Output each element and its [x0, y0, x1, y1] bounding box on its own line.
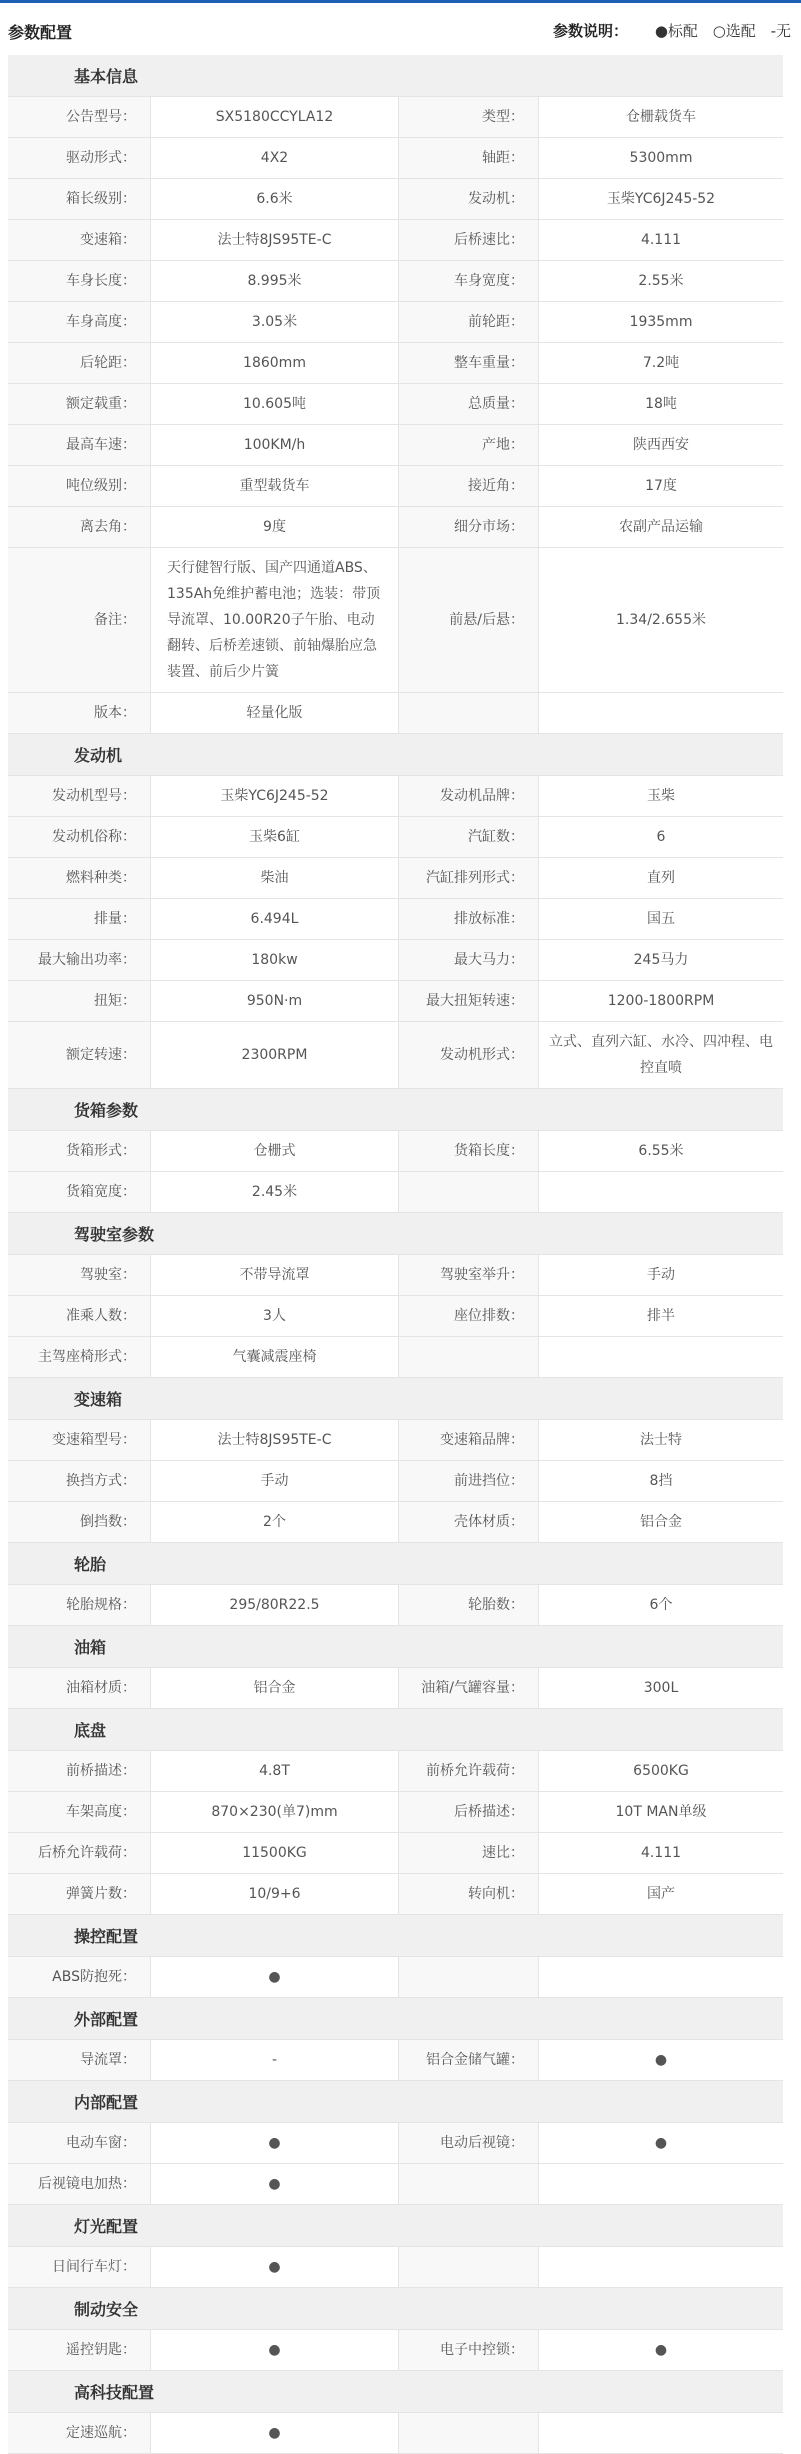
table-row: [8, 1172, 783, 1213]
spec-label: 轮胎数：: [399, 1585, 539, 1625]
spec-value: 仓栅式: [151, 1131, 399, 1171]
table-row: [8, 2123, 783, 2164]
section-title: 油箱: [74, 1638, 107, 1657]
spec-value: [539, 2247, 783, 2287]
section-header: [8, 55, 783, 97]
table-row: [8, 1833, 783, 1874]
spec-label: 驱动形式：: [8, 138, 151, 178]
spec-label: 电子中控锁：: [399, 2330, 539, 2370]
table-row: [8, 2413, 783, 2454]
spec-value: 5300mm: [629, 150, 693, 166]
section-header: [8, 1626, 783, 1668]
spec-label: 排量：: [8, 899, 151, 939]
spec-value: ●: [151, 1957, 399, 1997]
section-title: 变速箱: [74, 1390, 123, 1409]
spec-label: 转向机：: [399, 1874, 539, 1914]
spec-value: ●: [654, 2052, 668, 2068]
spec-label: [399, 2413, 539, 2453]
spec-label: 最大扭矩转速：: [399, 981, 539, 1021]
spec-label: [399, 2164, 539, 2204]
section-title: 轮胎: [74, 1555, 107, 1574]
section-title: 操控配置: [74, 1927, 139, 1946]
table-row: [8, 1668, 783, 1709]
spec-label: 最大马力：: [399, 940, 539, 980]
spec-value: 气囊减震座椅: [151, 1337, 399, 1377]
spec-label: 扭矩：: [8, 981, 151, 1021]
spec-value: 法士特: [640, 1432, 682, 1448]
spec-value: 17度: [645, 478, 677, 494]
spec-value: 950N·m: [151, 981, 399, 1021]
spec-value: 铝合金: [640, 1514, 682, 1530]
spec-value: 4X2: [151, 138, 399, 178]
spec-value: 柴油: [151, 858, 399, 898]
spec-value: 玉柴6缸: [151, 817, 399, 857]
table-row: [8, 261, 783, 302]
section-title: 发动机: [74, 746, 123, 765]
section-header: [8, 2371, 783, 2413]
spec-label: 整车重量：: [399, 343, 539, 383]
spec-label: 速比：: [399, 1833, 539, 1873]
spec-value: 245马力: [633, 952, 689, 968]
spec-label: 接近角：: [399, 466, 539, 506]
spec-value: [539, 2164, 783, 2204]
spec-label: 准乘人数：: [8, 1296, 151, 1336]
spec-label: 燃料种类：: [8, 858, 151, 898]
page-title: 参数配置: [8, 23, 73, 42]
section-header: [8, 1213, 783, 1255]
spec-value: 2.55米: [638, 273, 684, 289]
table-row: [8, 2040, 783, 2081]
spec-value: 玉柴: [647, 788, 675, 804]
spec-label: 壳体材质：: [399, 1502, 539, 1542]
spec-label: 前轮距：: [399, 302, 539, 342]
spec-value: 不带导流罩: [151, 1255, 399, 1295]
spec-label: 产地：: [399, 425, 539, 465]
table-row: [8, 940, 783, 981]
table-row: [8, 1957, 783, 1998]
spec-value: 870×230(单7)mm: [151, 1792, 399, 1832]
table-row: [8, 1420, 783, 1461]
page-header: [0, 3, 801, 55]
table-row: [8, 343, 783, 384]
section-header: [8, 1378, 783, 1420]
table-row: [8, 1022, 783, 1089]
spec-value: 180kw: [151, 940, 399, 980]
spec-value: 3人: [151, 1296, 399, 1336]
spec-value: 10T MAN单级: [615, 1804, 707, 1820]
spec-label: 发动机形式：: [399, 1022, 539, 1088]
spec-value: 重型载货车: [151, 466, 399, 506]
section-header: [8, 1998, 783, 2040]
spec-label: 发动机：: [399, 179, 539, 219]
spec-value: 6个: [649, 1597, 673, 1613]
spec-label: 备注：: [8, 548, 151, 692]
spec-value: 8挡: [649, 1473, 673, 1489]
spec-value: 轻量化版: [151, 693, 399, 733]
table-row: [8, 2247, 783, 2288]
spec-value: -: [151, 2040, 399, 2080]
spec-value: 法士特8JS95TE-C: [151, 220, 399, 260]
spec-value: 100KM/h: [151, 425, 399, 465]
spec-label: 车身高度：: [8, 302, 151, 342]
spec-value: 法士特8JS95TE-C: [151, 1420, 399, 1460]
spec-label: [399, 1957, 539, 1997]
spec-label: 车架高度：: [8, 1792, 151, 1832]
table-row: [8, 693, 783, 734]
spec-value: 直列: [647, 870, 675, 886]
spec-label: 电动车窗：: [8, 2123, 151, 2163]
spec-value: 6.494L: [151, 899, 399, 939]
spec-label: 前进挡位：: [399, 1461, 539, 1501]
table-row: [8, 138, 783, 179]
spec-label: 后轮距：: [8, 343, 151, 383]
spec-value: ●: [151, 2247, 399, 2287]
section-header: [8, 1915, 783, 1957]
spec-value: [539, 1337, 783, 1377]
legend-label: 参数说明：: [553, 22, 629, 40]
spec-label: [399, 693, 539, 733]
spec-label: 排放标准：: [399, 899, 539, 939]
spec-label: 汽缸排列形式：: [399, 858, 539, 898]
spec-label: 货箱长度：: [399, 1131, 539, 1171]
section-header: [8, 2205, 783, 2247]
spec-value: 排半: [647, 1308, 675, 1324]
spec-label: 发动机型号：: [8, 776, 151, 816]
legend-none: -无: [770, 22, 791, 40]
spec-label: 弹簧片数：: [8, 1874, 151, 1914]
spec-label: 车身长度：: [8, 261, 151, 301]
spec-value: 8.995米: [151, 261, 399, 301]
spec-label: 总质量：: [399, 384, 539, 424]
spec-label: 油箱/气罐容量：: [399, 1668, 539, 1708]
table-row: [8, 1461, 783, 1502]
section-title: 外部配置: [74, 2010, 139, 2029]
table-row: [8, 899, 783, 940]
section-header: [8, 2288, 783, 2330]
spec-value: [539, 2413, 783, 2453]
spec-value: 7.2吨: [642, 355, 680, 371]
spec-label: 额定转速：: [8, 1022, 151, 1088]
spec-label: 车身宽度：: [399, 261, 539, 301]
table-row: [8, 1255, 783, 1296]
spec-label: 座位排数：: [399, 1296, 539, 1336]
spec-label: 定速巡航：: [8, 2413, 151, 2453]
spec-label: 后桥速比：: [399, 220, 539, 260]
spec-label: 公告型号：: [8, 97, 151, 137]
spec-label: ABS防抱死：: [8, 1957, 151, 1997]
spec-value: 10.605吨: [151, 384, 399, 424]
spec-label: [399, 2247, 539, 2287]
spec-value: 1.34/2.655米: [616, 612, 706, 628]
spec-label: 前悬/后悬：: [399, 548, 539, 692]
spec-value: 仓栅载货车: [626, 109, 696, 125]
section-header: [8, 1709, 783, 1751]
spec-value: 6.6米: [151, 179, 399, 219]
spec-label: 箱长级别：: [8, 179, 151, 219]
section-title: 内部配置: [74, 2093, 139, 2112]
spec-label: 后视镜电加热：: [8, 2164, 151, 2204]
table-row: [8, 1792, 783, 1833]
spec-value: ●: [151, 2413, 399, 2453]
table-row: [8, 776, 783, 817]
legend-standard: ●标配: [654, 22, 698, 40]
spec-label: 汽缸数：: [399, 817, 539, 857]
spec-value: ●: [654, 2135, 668, 2151]
spec-label: 导流罩：: [8, 2040, 151, 2080]
table-row: [8, 302, 783, 343]
spec-label: 主驾座椅形式：: [8, 1337, 151, 1377]
spec-label: 最大输出功率：: [8, 940, 151, 980]
spec-value: 国五: [647, 911, 675, 927]
spec-value: 10/9+6: [151, 1874, 399, 1914]
table-row: [8, 1502, 783, 1543]
spec-label: [399, 1172, 539, 1212]
spec-value: 18吨: [645, 396, 677, 412]
section-header: [8, 1089, 783, 1131]
spec-value: 4.8T: [151, 1751, 399, 1791]
table-row: [8, 220, 783, 261]
spec-value: 铝合金: [151, 1668, 399, 1708]
table-row: [8, 384, 783, 425]
table-row: [8, 1131, 783, 1172]
spec-value: 1200-1800RPM: [607, 993, 715, 1009]
spec-label: 类型：: [399, 97, 539, 137]
spec-label: 前桥允许载荷：: [399, 1751, 539, 1791]
spec-value: 1860mm: [151, 343, 399, 383]
spec-value: ●: [151, 2330, 399, 2370]
spec-value: 玉柴YC6J245-52: [606, 191, 716, 207]
table-row: [8, 548, 783, 693]
section-header: [8, 1543, 783, 1585]
spec-label: 换挡方式：: [8, 1461, 151, 1501]
spec-label: 驾驶室举升：: [399, 1255, 539, 1295]
spec-table: [8, 55, 783, 2454]
spec-value: 4.111: [640, 1845, 682, 1861]
table-row: [8, 466, 783, 507]
spec-value: 立式、直列六缸、水冷、四冲程、电控直喷: [549, 1034, 773, 1076]
table-row: [8, 858, 783, 899]
spec-value: 6.55米: [638, 1143, 684, 1159]
legend: [553, 20, 801, 41]
spec-value: 2个: [151, 1502, 399, 1542]
spec-value: 天行健智行版、国产四通道ABS、135Ah免维护蓄电池；选装：带顶导流罩、10.00R20子午胎、电动翻转、后桥差速锁、前轴爆胎应急装置、前后少片簧: [151, 548, 399, 692]
table-row: [8, 507, 783, 548]
spec-value: 6500KG: [633, 1763, 689, 1779]
spec-value: 9度: [151, 507, 399, 547]
section-title: 高科技配置: [74, 2383, 155, 2402]
table-row: [8, 179, 783, 220]
spec-value: 玉柴YC6J245-52: [151, 776, 399, 816]
spec-label: 细分市场：: [399, 507, 539, 547]
spec-label: 日间行车灯：: [8, 2247, 151, 2287]
spec-value: ●: [151, 2123, 399, 2163]
table-row: [8, 817, 783, 858]
spec-value: 3.05米: [151, 302, 399, 342]
spec-label: 驾驶室：: [8, 1255, 151, 1295]
section-title: 货箱参数: [74, 1101, 139, 1120]
spec-value: ●: [654, 2342, 668, 2358]
section-title: 制动安全: [74, 2300, 139, 2319]
spec-label: 额定载重：: [8, 384, 151, 424]
spec-value: 300L: [643, 1680, 679, 1696]
spec-label: 货箱宽度：: [8, 1172, 151, 1212]
table-row: [8, 425, 783, 466]
spec-value: 陕西西安: [633, 437, 689, 453]
table-row: [8, 1296, 783, 1337]
spec-label: 吨位级别：: [8, 466, 151, 506]
spec-label: 铝合金储气罐：: [399, 2040, 539, 2080]
spec-value: [539, 1172, 783, 1212]
spec-value: 手动: [151, 1461, 399, 1501]
spec-label: 后桥允许载荷：: [8, 1833, 151, 1873]
section-title: 基本信息: [74, 67, 139, 86]
spec-value: [539, 1957, 783, 1997]
spec-label: 油箱材质：: [8, 1668, 151, 1708]
spec-label: 变速箱：: [8, 220, 151, 260]
spec-value: 4.111: [640, 232, 682, 248]
spec-label: [399, 1337, 539, 1377]
section-title: 驾驶室参数: [74, 1225, 155, 1244]
table-row: [8, 1874, 783, 1915]
table-row: [8, 1585, 783, 1626]
spec-label: 后桥描述：: [399, 1792, 539, 1832]
spec-value: 2.45米: [151, 1172, 399, 1212]
table-row: [8, 981, 783, 1022]
spec-value: 手动: [647, 1267, 675, 1283]
spec-label: 倒挡数：: [8, 1502, 151, 1542]
spec-value: SX5180CCYLA12: [151, 97, 399, 137]
spec-label: 发动机俗称：: [8, 817, 151, 857]
spec-label: 离去角：: [8, 507, 151, 547]
spec-value: 6: [656, 829, 666, 845]
spec-value: 1935mm: [629, 314, 693, 330]
spec-value: 国产: [647, 1886, 675, 1902]
section-header: [8, 2081, 783, 2123]
spec-label: 遥控钥匙：: [8, 2330, 151, 2370]
spec-label: 版本：: [8, 693, 151, 733]
table-row: [8, 2164, 783, 2205]
spec-value: 11500KG: [151, 1833, 399, 1873]
spec-label: 前桥描述：: [8, 1751, 151, 1791]
spec-value: 2300RPM: [151, 1022, 399, 1088]
spec-label: 变速箱品牌：: [399, 1420, 539, 1460]
section-title: 灯光配置: [74, 2217, 139, 2236]
spec-label: 最高车速：: [8, 425, 151, 465]
spec-label: 轴距：: [399, 138, 539, 178]
section-title: 底盘: [74, 1721, 107, 1740]
table-row: [8, 2330, 783, 2371]
table-row: [8, 1751, 783, 1792]
section-header: [8, 734, 783, 776]
spec-label: 货箱形式：: [8, 1131, 151, 1171]
spec-label: 变速箱型号：: [8, 1420, 151, 1460]
table-row: [8, 97, 783, 138]
spec-value: ●: [151, 2164, 399, 2204]
spec-label: 发动机品牌：: [399, 776, 539, 816]
table-row: [8, 1337, 783, 1378]
spec-value: 农副产品运输: [619, 519, 703, 535]
legend-optional: ○选配: [712, 22, 756, 40]
spec-label: 电动后视镜：: [399, 2123, 539, 2163]
spec-value: [539, 693, 783, 733]
spec-label: 轮胎规格：: [8, 1585, 151, 1625]
spec-value: 295/80R22.5: [151, 1585, 399, 1625]
